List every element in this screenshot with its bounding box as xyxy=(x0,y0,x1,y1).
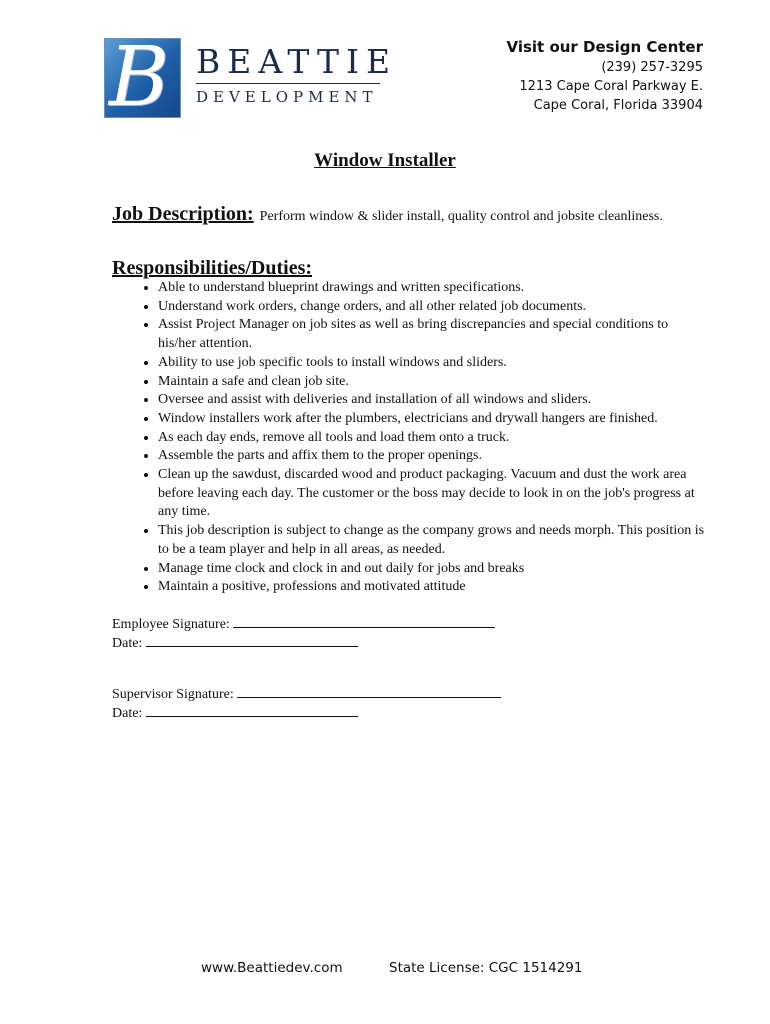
duty-item: • Maintain a positive, professions and motivated attitude xyxy=(158,578,707,597)
page-title: Window Installer xyxy=(314,150,456,171)
contact-address-line1: 1213 Cape Coral Parkway E. xyxy=(519,79,703,94)
supervisor-signature-line[interactable] xyxy=(237,685,501,698)
duty-item: • As each day ends, remove all tools and load them onto a truck. xyxy=(158,429,707,448)
contact-heading: Visit our Design Center xyxy=(506,38,703,56)
employee-date-label: Date: xyxy=(112,636,143,651)
job-description-label: Job Description: xyxy=(112,203,254,225)
contact-phone: (239) 257-3295 xyxy=(601,60,703,75)
duty-item: • Understand work orders, change orders, and all other related job documents. xyxy=(158,298,707,317)
supervisor-date-line[interactable] xyxy=(146,704,358,717)
logo-letter: B xyxy=(109,30,170,125)
contact-block xyxy=(507,36,704,115)
duty-item: • Ability to use job specific tools to install windows and sliders. xyxy=(158,354,707,373)
logo-divider xyxy=(196,83,380,84)
duty-item: • Assist Project Manager on job sites as well as bring discrepancies and special conditions to his/her attention. xyxy=(158,316,707,353)
footer-website[interactable]: www.Beattiedev.com xyxy=(201,960,343,976)
duty-item: • Assemble the parts and affix them to the proper openings. xyxy=(158,447,707,466)
duty-item: • Oversee and assist with deliveries and installation of all windows and sliders. xyxy=(158,391,707,410)
job-description-text: Perform window & slider install, quality control and jobsite cleanliness. xyxy=(259,209,663,224)
supervisor-signature-row xyxy=(112,685,501,705)
duty-item: • Manage time clock and clock in and out daily for jobs and breaks xyxy=(158,560,707,579)
duty-item: • Window installers work after the plumbers, electricians and drywall hangers are finished. xyxy=(158,410,707,429)
duty-item: • Maintain a safe and clean job site. xyxy=(158,373,707,392)
footer-license: State License: CGC 1514291 xyxy=(389,960,583,976)
company-logo xyxy=(104,30,398,125)
job-description xyxy=(112,203,663,226)
employee-signature-line[interactable] xyxy=(233,615,495,628)
contact-address-line2: Cape Coral, Florida 33904 xyxy=(533,98,703,113)
supervisor-date-label: Date: xyxy=(112,706,143,721)
supervisor-date-row xyxy=(112,704,358,724)
duty-item: • Clean up the sawdust, discarded wood and product packaging. Vacuum and dust the work area before leaving each day. The customer or the boss may decide to look in on the job's progress at any time. xyxy=(158,466,707,522)
employee-date-row xyxy=(112,634,358,654)
employee-signature-row xyxy=(112,615,495,635)
supervisor-signature-label: Supervisor Signature: xyxy=(112,687,234,702)
duties-list xyxy=(112,279,707,597)
employee-signature-label: Employee Signature: xyxy=(112,617,230,632)
employee-date-line[interactable] xyxy=(146,634,358,647)
responsibilities-heading: Responsibilities/Duties: xyxy=(112,257,313,279)
logo-company-name: BEATTIE xyxy=(196,42,398,81)
logo-emblem xyxy=(104,30,181,125)
logo-company-subtitle: DEVELOPMENT xyxy=(196,88,378,106)
duty-item: • This job description is subject to change as the company grows and needs morph. This position is to be a team player and help in all areas, as needed. xyxy=(158,522,707,559)
duty-item: • Able to understand blueprint drawings and written specifications. xyxy=(158,279,707,298)
